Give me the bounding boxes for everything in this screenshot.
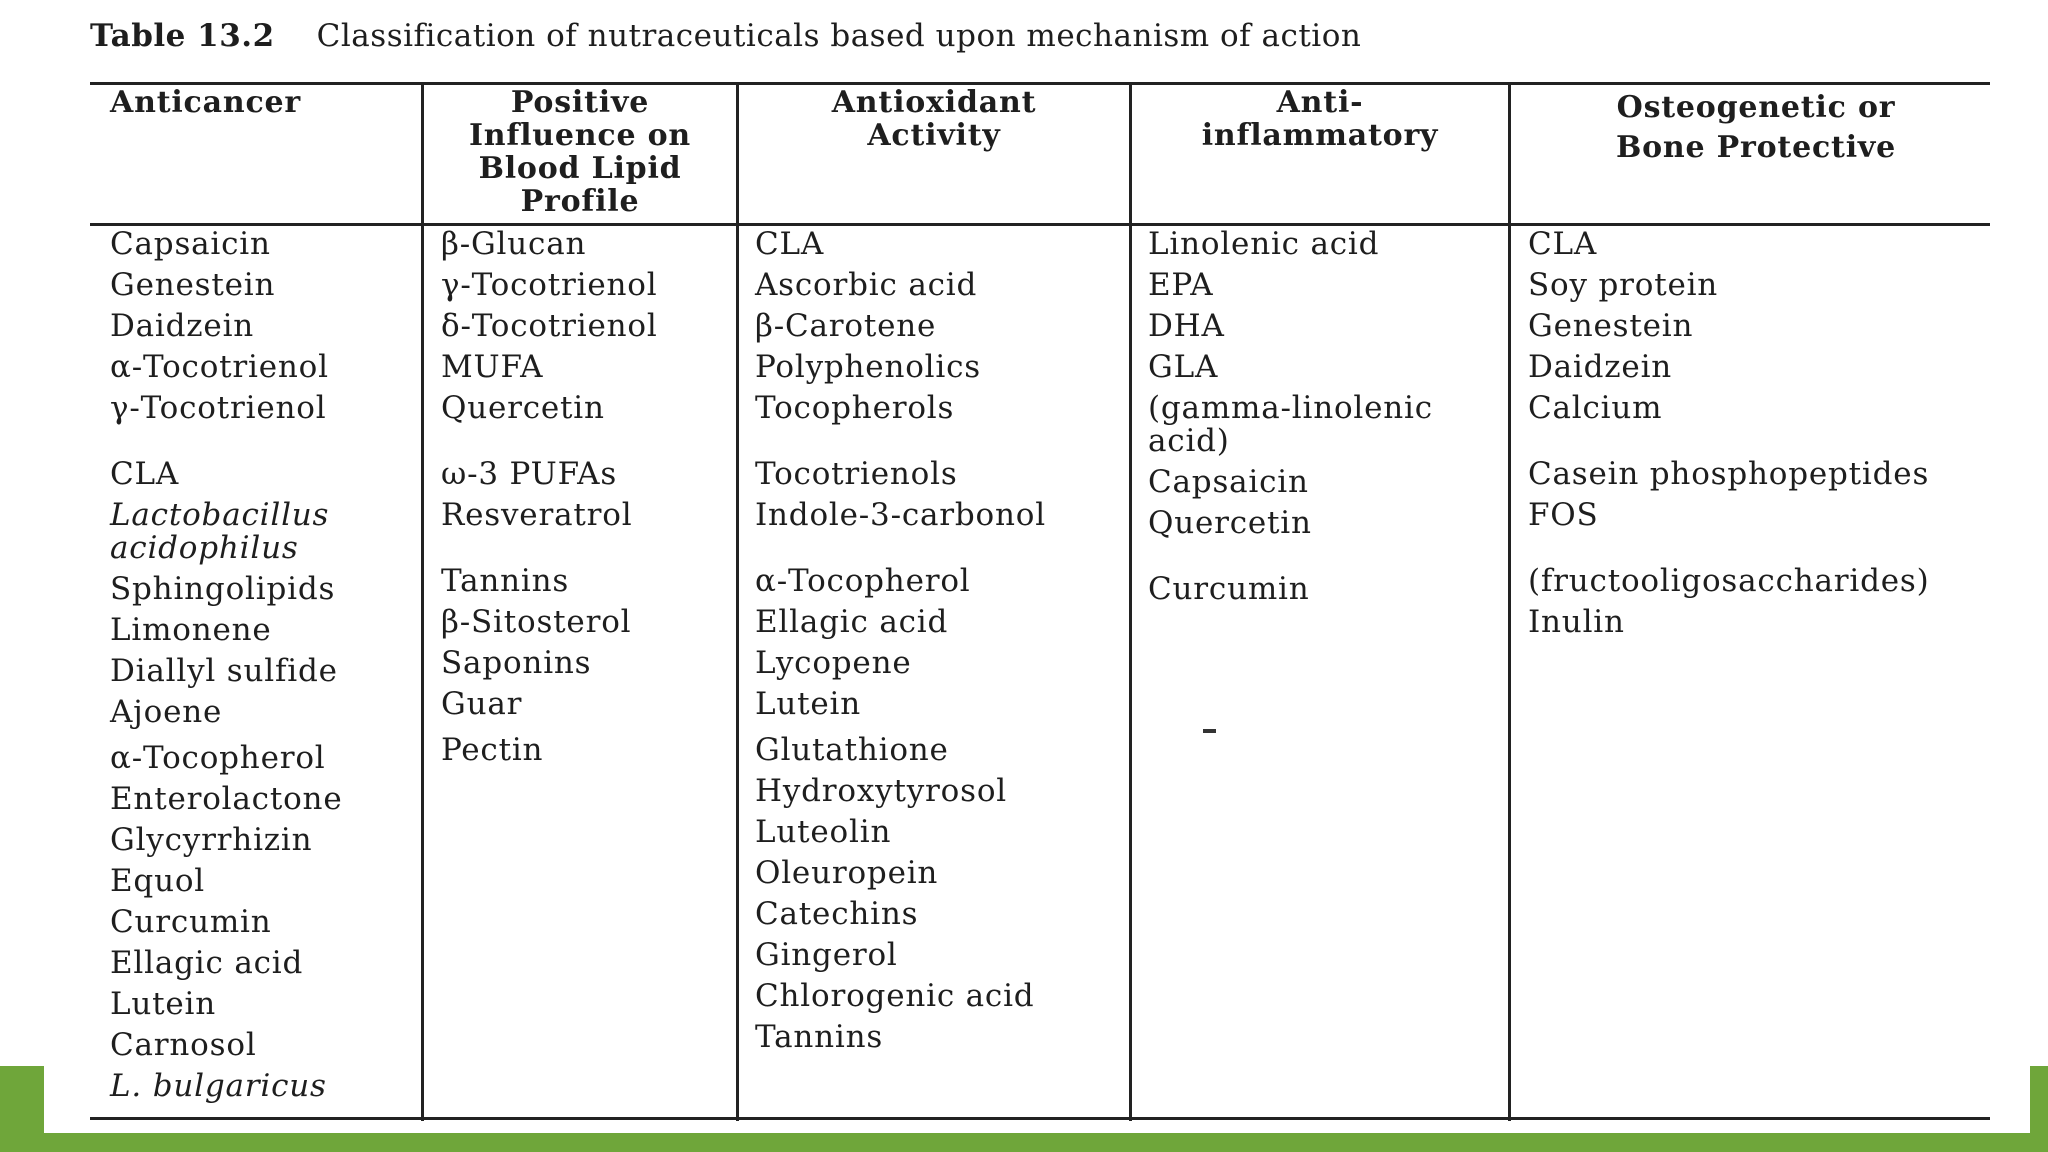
list-item: Hydroxytyrosol xyxy=(755,773,1008,809)
list-item: FOS xyxy=(1528,497,1599,533)
column-header-osteogenetic: Osteogenetic or Bone Protective xyxy=(1615,90,1897,165)
list-item: Polyphenolics xyxy=(755,349,981,385)
column-divider xyxy=(421,84,424,1121)
list-item: EPA xyxy=(1148,267,1214,303)
column-header-antioxidant: Antioxidant Activity xyxy=(831,85,1037,153)
list-item: CLA xyxy=(110,456,180,492)
list-item: β-Carotene xyxy=(755,308,937,344)
list-item: Ajoene xyxy=(110,694,223,730)
list-item: γ-Tocotrienol xyxy=(441,267,658,303)
list-item: Limonene xyxy=(110,612,272,648)
column-osteogenetic xyxy=(1528,228,2028,647)
list-item: Ellagic acid xyxy=(755,604,949,640)
print-mark xyxy=(1203,729,1216,733)
list-item: (fructooligosaccharides) xyxy=(1528,563,1930,599)
list-item: Gingerol xyxy=(755,937,898,973)
list-item: Resveratrol xyxy=(441,497,633,533)
list-item: Tannins xyxy=(441,563,570,599)
list-item: Curcumin xyxy=(110,904,272,940)
table-title: Classification of nutraceuticals based upon mechanism of action xyxy=(316,18,1362,54)
list-item: Linolenic acid xyxy=(1148,226,1380,262)
list-item: Glycyrrhizin xyxy=(110,822,313,858)
list-item: α-Tocopherol xyxy=(755,563,971,599)
column-header-blood-lipid: Positive Influence on Blood Lipid Profile xyxy=(468,85,692,219)
list-item: L. bulgaricus xyxy=(110,1068,327,1104)
column-header-anticancer: Anticancer xyxy=(110,85,302,120)
table-number: Table 13.2 xyxy=(90,18,275,54)
list-item: Ascorbic acid xyxy=(755,267,978,303)
list-item: Indole-3-carbonol xyxy=(755,497,1046,533)
list-item: Quercetin xyxy=(1148,505,1312,541)
list-item: β-Glucan xyxy=(441,226,587,262)
list-item: DHA xyxy=(1148,308,1225,344)
list-item: CLA xyxy=(755,226,825,262)
list-item: Ellagic acid xyxy=(110,945,304,981)
bottom-rule xyxy=(90,1117,1990,1120)
list-item: Casein phosphopeptides xyxy=(1528,456,1930,492)
list-item: Guar xyxy=(441,686,523,722)
list-item: Lutein xyxy=(110,986,217,1022)
list-item: Lycopene xyxy=(755,645,912,681)
list-item: Quercetin xyxy=(441,390,605,426)
list-item: β-Sitosterol xyxy=(441,604,632,640)
list-item: Pectin xyxy=(441,732,544,768)
list-item: Genestein xyxy=(1528,308,1694,344)
list-item: (gamma-linolenic acid) xyxy=(1148,390,1433,459)
column-header-anti-inflammatory: Anti- inflammatory xyxy=(1201,85,1439,153)
list-item: α-Tocopherol xyxy=(110,740,326,776)
list-item: Tocopherols xyxy=(755,390,955,426)
list-item: CLA xyxy=(1528,226,1598,262)
list-item: ω-3 PUFAs xyxy=(441,456,618,492)
column-antioxidant xyxy=(755,228,1125,1062)
list-item: Daidzein xyxy=(110,308,255,344)
list-item: Daidzein xyxy=(1528,349,1673,385)
list-item: Sphingolipids xyxy=(110,571,336,607)
list-item: δ-Tocotrienol xyxy=(441,308,658,344)
list-item: Capsaicin xyxy=(110,226,271,262)
list-item: Luteolin xyxy=(755,814,892,850)
column-divider xyxy=(1508,84,1511,1121)
column-divider xyxy=(736,84,739,1121)
table-caption xyxy=(90,18,1361,54)
list-item: Saponins xyxy=(441,645,592,681)
list-item: γ-Tocotrienol xyxy=(110,390,327,426)
column-blood-lipid xyxy=(441,228,731,775)
list-item: Lactobacillus acidophilus xyxy=(110,497,330,566)
list-item: α-Tocotrienol xyxy=(110,349,329,385)
list-item: Capsaicin xyxy=(1148,464,1309,500)
column-divider xyxy=(1129,84,1132,1121)
list-item: Glutathione xyxy=(755,732,949,768)
header-rule xyxy=(90,223,1990,226)
list-item: Catechins xyxy=(755,896,919,932)
list-item: Inulin xyxy=(1528,604,1625,640)
list-item: Genestein xyxy=(110,267,276,303)
column-anti-inflammatory xyxy=(1148,228,1503,614)
top-rule xyxy=(90,82,1990,85)
slide-footer-band xyxy=(0,1133,2048,1152)
list-item: Enterolactone xyxy=(110,781,343,817)
list-item: Tocotrienols xyxy=(755,456,958,492)
list-item: Curcumin xyxy=(1148,571,1310,607)
list-item: Carnosol xyxy=(110,1027,257,1063)
list-item: Diallyl sulfide xyxy=(110,653,338,689)
list-item: Chlorogenic acid xyxy=(755,978,1035,1014)
list-item: GLA xyxy=(1148,349,1219,385)
list-item: Tannins xyxy=(755,1019,884,1055)
list-item: Equol xyxy=(110,863,206,899)
column-anticancer xyxy=(110,228,415,1111)
list-item: MUFA xyxy=(441,349,544,385)
list-item: Oleuropein xyxy=(755,855,939,891)
list-item: Soy protein xyxy=(1528,267,1719,303)
list-item: Lutein xyxy=(755,686,862,722)
list-item: Calcium xyxy=(1528,390,1663,426)
